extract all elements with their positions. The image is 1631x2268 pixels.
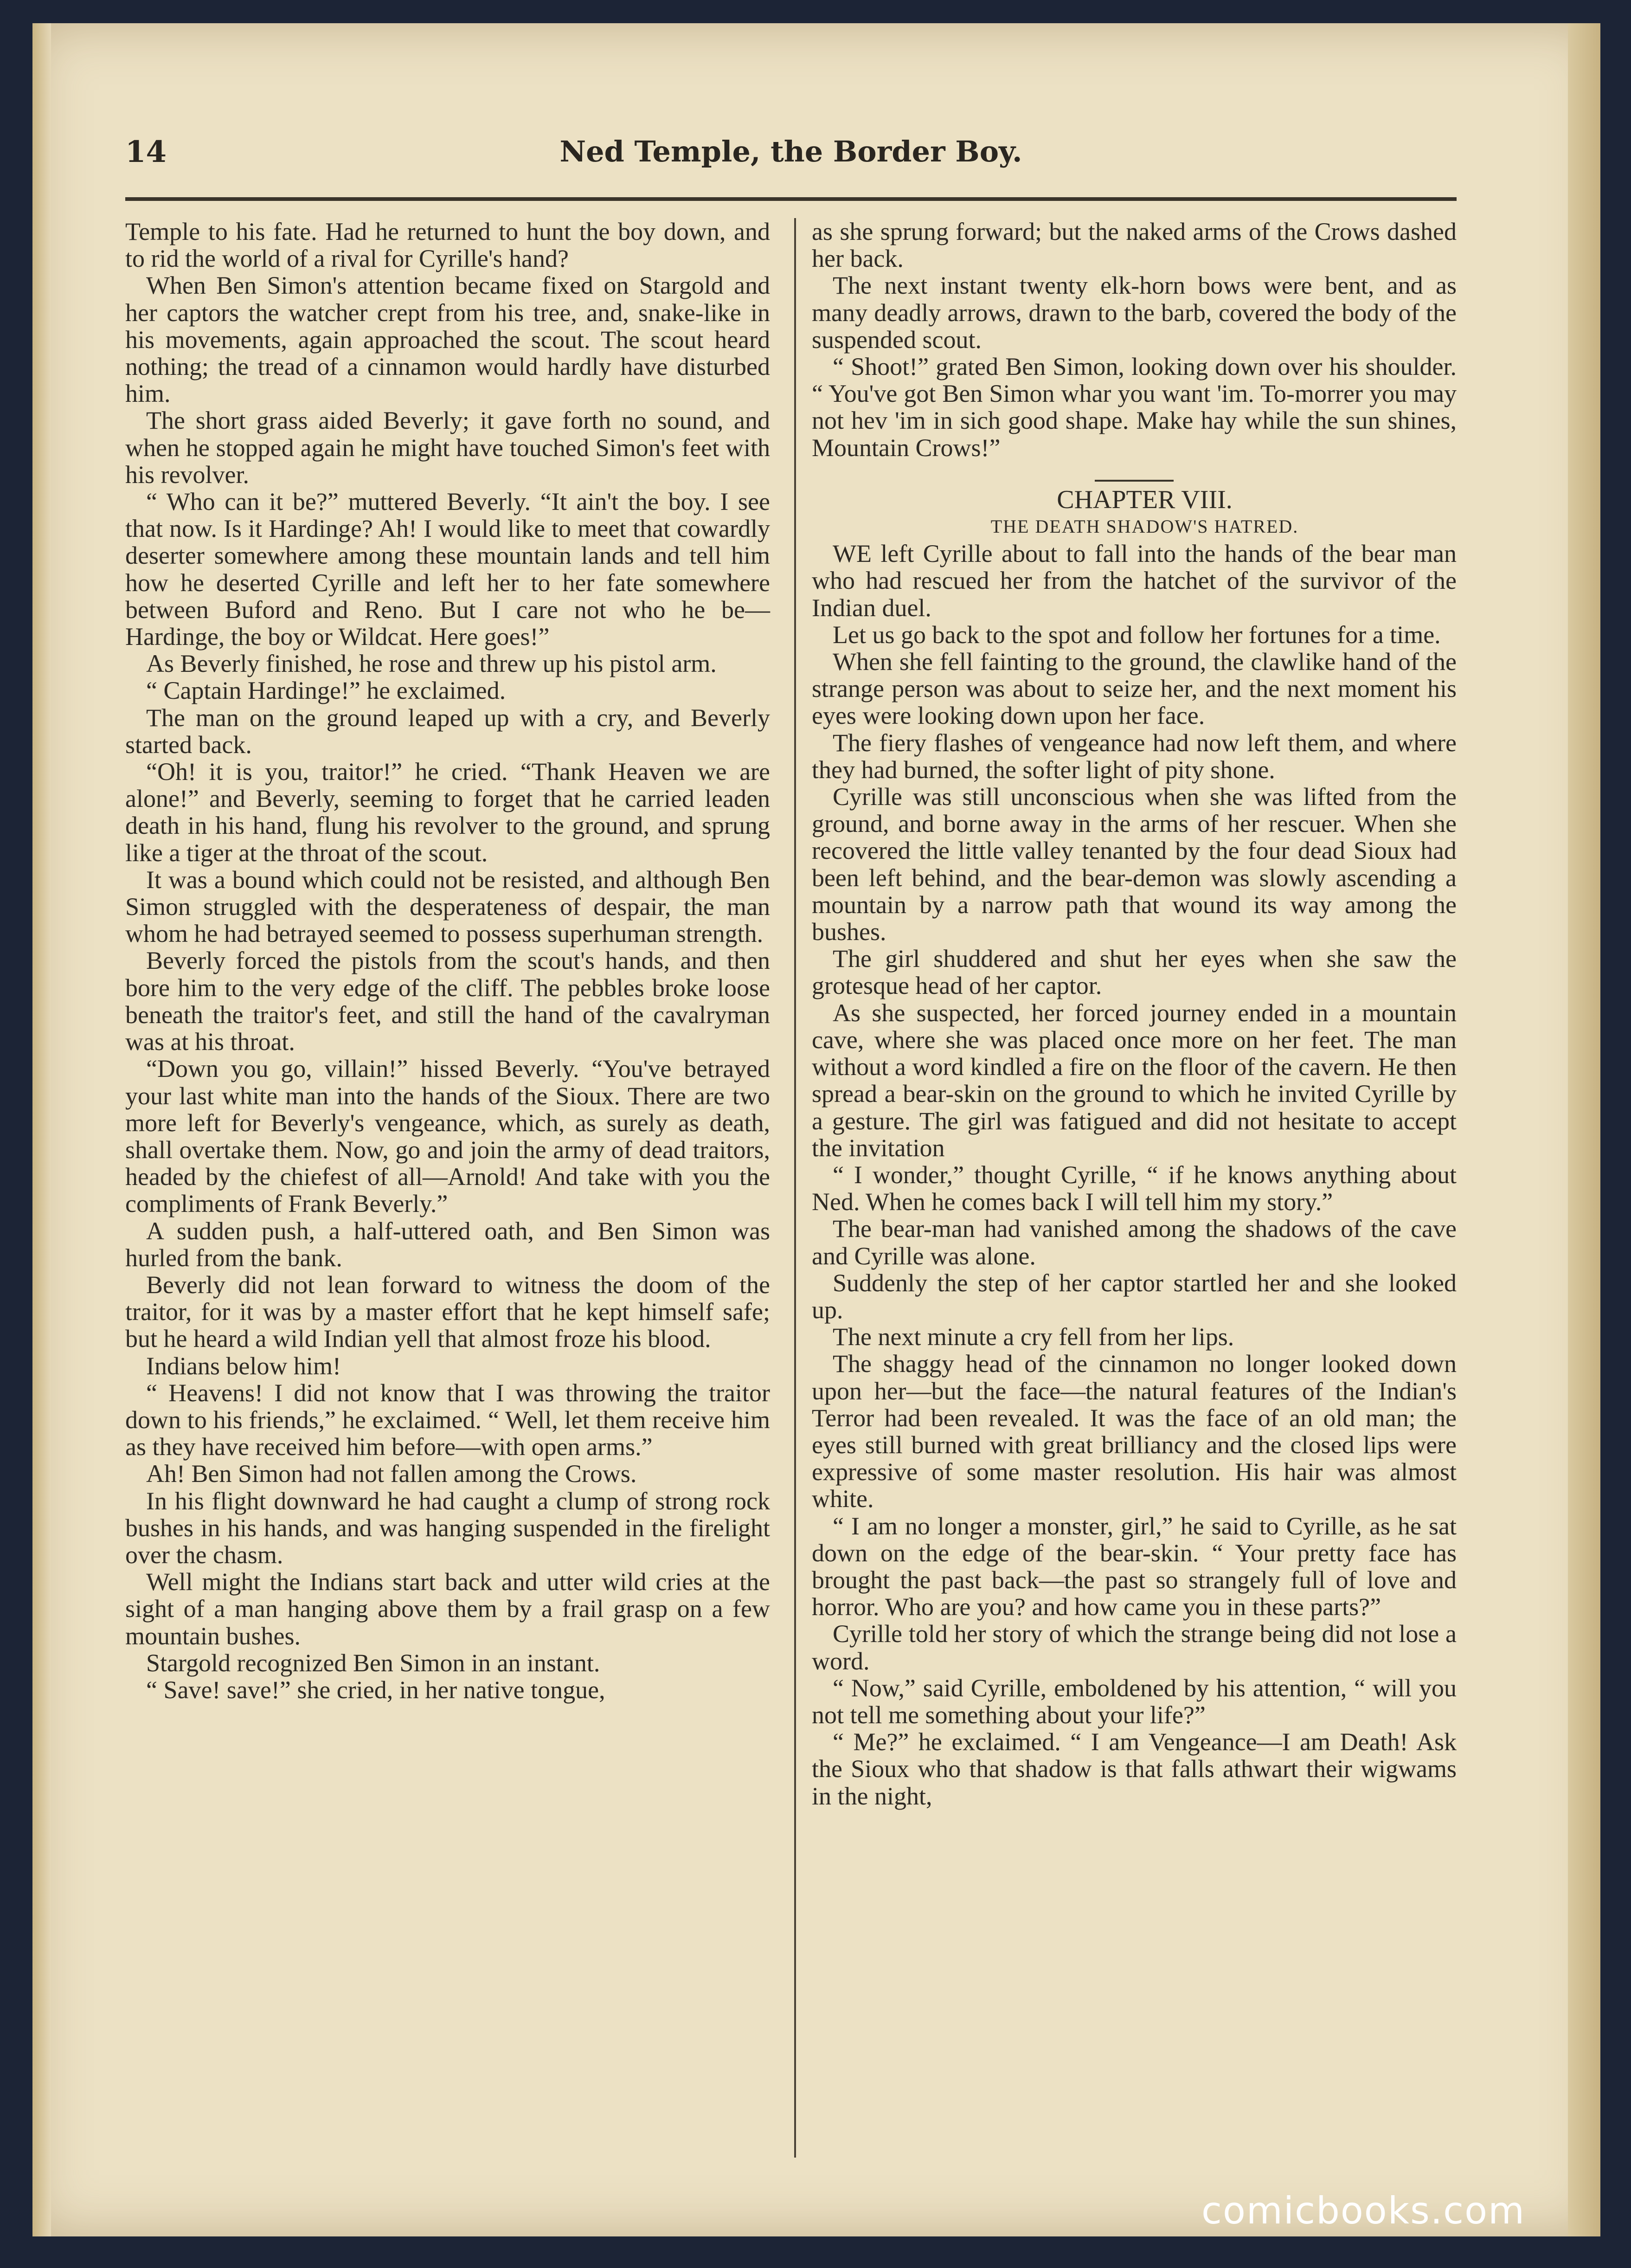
paragraph: “ Me?” he exclaimed. “ I am Vengeance—I am Death! Ask the Sioux who that shadow is that falls athwart their wigwams in the night,	[812, 1728, 1457, 1810]
paragraph: When she fell fainting to the ground, the clawlike hand of the strange person was about to seize her, and the next moment his eyes were looking down upon her face.	[812, 648, 1457, 730]
watermark: comicbooks.com	[1201, 2189, 1526, 2232]
paragraph: The short grass aided Beverly; it gave forth no sound, and when he stopped again he might have touched Simon's feet with his revolver.	[125, 406, 770, 489]
paragraph: The man on the ground leaped up with a cry, and Beverly started back.	[125, 703, 770, 759]
paragraph: As Beverly finished, he rose and threw up his pistol arm.	[146, 650, 717, 678]
paragraph: It was a bound which could not be resisted, and although Ben Simon struggled with the desperateness of despair, the man whom he had betrayed seemed to possess superhuman strength.	[125, 865, 770, 948]
paragraph: The fiery flashes of vengeance had now left them, and where they had burned, the softer light of pity shone.	[812, 728, 1457, 784]
paragraph: Cyrille told her story of which the strange being did not lose a word.	[812, 1620, 1457, 1675]
paragraph: “ Shoot!” grated Ben Simon, looking down over his shoulder. “ You've got Ben Simon whar you want 'im. To-morrer you may not hev 'im in sich good shape. Make hay while the sun shines, Mountain Crows!”	[812, 353, 1457, 462]
running-title: Ned Temple, the Border Boy.	[559, 135, 1022, 168]
paragraph: The bear-man had vanished among the shadows of the cave and Cyrille was alone.	[812, 1215, 1457, 1270]
paragraph: Beverly forced the pistols from the scout's hands, and then bore him to the very edge of the cliff. The pebbles broke loose beneath the traitor's feet, and still the hand of the cavalryman was at his throat.	[125, 947, 770, 1056]
paragraph: “ Captain Hardinge!” he exclaimed.	[146, 677, 506, 705]
header-rule	[125, 197, 1457, 201]
paragraph: Cyrille was still unconscious when she was lifted from the ground, and borne away in the arms of her rescuer. When she recovered the little valley tenanted by the four dead Sioux had been left behind, and the bear-demon was slowly ascending a mountain by a narrow path that wound its way among the bushes.	[812, 783, 1457, 946]
paragraph: “ I am no longer a monster, girl,” he said to Cyrille, as he sat down on the edge of the bear-skin. “ Your pretty face has brought the past back—the past so strangely full of love and horror. Who are you? and how came you in these parts?”	[812, 1512, 1457, 1621]
chapter-heading: CHAPTER VIII.	[1057, 485, 1233, 514]
column-divider	[794, 218, 796, 2158]
paragraph: “ Heavens! I did not know that I was throwing the traitor down to his friends,” he exclaimed. “ Well, let them receive him as they have received him before—with open arms.”	[125, 1379, 770, 1461]
paragraph: The next instant twenty elk-horn bows were bent, and as many deadly arrows, drawn to the barb, covered the body of the suspended scout.	[812, 271, 1457, 354]
paragraph: “ Now,” said Cyrille, emboldened by his attention, “ will you not tell me something about your life?”	[812, 1674, 1457, 1729]
left-column	[125, 218, 770, 1703]
paragraph: Beverly did not lean forward to witness the doom of the traitor, for it was by a master effort that he kept himself safe; but he heard a wild Indian yell that almost froze his blood.	[125, 1270, 770, 1353]
chapter-rule	[1095, 480, 1174, 482]
paragraph: “ Save! save!” she cried, in her native tongue,	[146, 1675, 605, 1704]
paragraph: WE left Cyrille about to fall into the hands of the bear man who had rescued her from the hatchet of the survivor of the Indian duel.	[812, 540, 1457, 622]
paragraph: Let us go back to the spot and follow her fortunes for a time.	[833, 620, 1441, 649]
page-right-edge	[1568, 23, 1600, 2236]
paragraph: “ I wonder,” thought Cyrille, “ if he knows anything about Ned. When he comes back I will tell him my story.”	[812, 1160, 1457, 1216]
paragraph: Temple to his fate. Had he returned to hunt the boy down, and to rid the world of a rival for Cyrille's hand?	[125, 218, 770, 273]
paragraph: In his flight downward he had caught a clump of strong rock bushes in his hands, and was hanging suspended in the firelight over the chasm.	[125, 1487, 770, 1569]
paragraph: A sudden push, a half-uttered oath, and Ben Simon was hurled from the bank.	[125, 1217, 770, 1272]
paragraph: “Down you go, villain!” hissed Beverly. “You've betrayed your last white man into the hands of the Sioux. There are two more left for Beverly's vengeance, which, as surely as death, shall overtake them. Now, go and join the army of dead traitors, headed by the chiefest of all—Arnold! And take with you the compliments of Frank Beverly.”	[125, 1055, 770, 1218]
paragraph: Indians below him!	[146, 1352, 341, 1380]
paragraph: As she suspected, her forced journey ended in a mountain cave, where she was placed once more on her feet. The man without a word kindled a fire on the floor of the cavern. He then spread a bear-skin on the ground to which he invited Cyrille by a gesture. The girl was fatigued and did not hesitate to accept the invitation	[812, 999, 1457, 1162]
page-left-edge	[32, 23, 51, 2236]
chapter-subtitle: THE DEATH SHADOW'S HATRED.	[990, 516, 1299, 537]
paragraph: Suddenly the step of her captor startled her and she looked up.	[812, 1269, 1457, 1324]
paragraph: The shaggy head of the cinnamon no longer looked down upon her—but the face—the natural features of the Indian's Terror had been revealed. It was the face of an old man; the eyes still burned with great brilliancy and the closed lips were expressive of some master resolution. His hair was almost white.	[812, 1350, 1457, 1513]
paragraph: “ Who can it be?” muttered Beverly. “It ain't the boy. I see that now. Is it Hardinge? Ah! I would like to meet that cowardly deserter somewhere among these mountain lands and tell him how he deserted Cyrille and left her to her fate somewhere between Buford and Reno. But I care not who he be—Hardinge, the boy or Wildcat. Here goes!”	[125, 488, 770, 651]
paragraph: “Oh! it is you, traitor!” he cried. “Thank Heaven we are alone!” and Beverly, seeming to forget that he carried leaden death in his hand, flung his revolver to the ground, and sprung like a tiger at the throat of the scout.	[125, 758, 770, 867]
paragraph: Ah! Ben Simon had not fallen among the Crows.	[146, 1460, 637, 1488]
right-column	[812, 218, 1457, 1810]
paragraph: Stargold recognized Ben Simon in an instant.	[146, 1649, 600, 1677]
page-header	[125, 135, 1457, 176]
page-number: 14	[125, 135, 167, 169]
paragraph: Well might the Indians start back and utter wild cries at the sight of a man hanging above them by a frail grasp on a few mountain bushes.	[125, 1568, 770, 1650]
paragraph: The girl shuddered and shut her eyes when she saw the grotesque head of her captor.	[812, 945, 1457, 1000]
paragraph: The next minute a cry fell from her lips.	[833, 1323, 1234, 1351]
paragraph: When Ben Simon's attention became fixed on Stargold and her captors the watcher crept from his tree, and, snake-like in his movements, again approached the scout. The scout heard nothing; the tread of a cinnamon would hardly have disturbed him.	[125, 271, 770, 408]
paragraph: as she sprung forward; but the naked arms of the Crows dashed her back.	[812, 218, 1457, 273]
